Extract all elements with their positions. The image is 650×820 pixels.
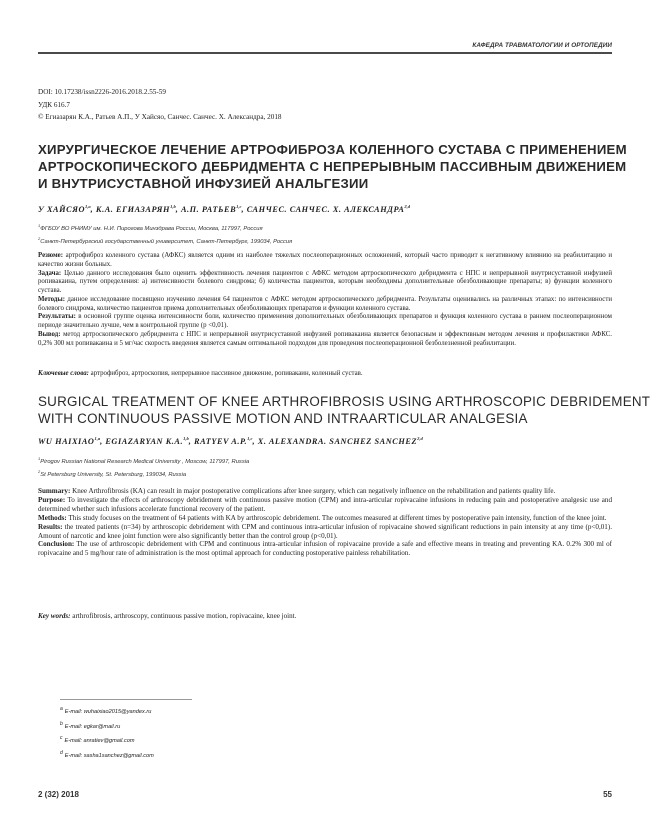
en-title (38, 393, 650, 427)
ru-title-line: АРТРОСКОПИЧЕСКОГО ДЕБРИДМЕНТА С НЕПРЕРЫВНЫМ ПАССИВНЫМ ДВИЖЕНИЕМ (38, 159, 627, 174)
ru-title-line: ХИРУРГИЧЕСКОЕ ЛЕЧЕНИЕ АРТРОФИБРОЗА КОЛЕННОГО СУСТАВА С ПРИМЕНЕНИЕМ (38, 142, 627, 157)
email-link[interactable]: E-mail: sasha1sanchez@gmail.com (64, 752, 154, 759)
email-link[interactable]: E-mail: wuhaixiao2015@yandex.ru (64, 708, 152, 715)
udk: УДК 616.7 (38, 100, 71, 109)
ru-title (38, 141, 627, 192)
abstract-paragraph: Purpose: To investigate the effects of arthroscopy debridement with continuous passive motion (CPM) and intra-articular ropivacaine infusions in reducing pain and postoperative analgesic use and determined whether such infusions accelerate functional recovery of the patient. (38, 495, 612, 513)
author-name: EGIAZARYAN K.A. (105, 436, 184, 446)
en-title-line: WITH CONTINUOUS PASSIVE MOTION AND INTRAARTICULAR ANALGESIA (38, 411, 528, 426)
abstract-paragraph: Вывод: метод артроскопического дебридмента с НПС и непрерывной внутрисуставной инфузией ропивакаина является безопасным и эффективным методом лечения и профилактики АФКС. 0,2% 300 мл ропивакаина и 5 мг/час скорость введения является самым оптимальной подходом для проведения послеоперационной безболезненной реабилитации. (38, 330, 613, 347)
ru-affiliations (38, 221, 292, 248)
abstract-paragraph: Summary: Knee Arthrofibrosis (KA) can result in major postoperative complications after knee surgery, which can negatively influence on the rehabilitation and patients quality life. (38, 487, 556, 495)
header-rule (38, 52, 612, 54)
email-link[interactable]: E-mail: egkar@mail.ru (64, 723, 121, 730)
doi: DOI: 10.17238/issn2226-2016.2018.2.55-59 (38, 88, 166, 96)
article-meta (38, 86, 282, 124)
footnote: $^a$ E-mail: wuhaixiao2015@yandex.ru (60, 706, 152, 715)
author-sup: 1,a (85, 204, 91, 209)
affiliation: $^1$ФГБОУ ВО РНИМУ им. Н.И. Пирогова Минздрава России, Москва, 117997, Россия (38, 223, 263, 232)
en-abstract (38, 487, 612, 558)
author-name: WU HAIXIAO (38, 436, 95, 446)
author-sup: 1,b (170, 204, 176, 209)
author-name: X. ALEXANDRA. SANCHEZ SANCHEZ (257, 436, 418, 446)
author-name: К.А. ЕГИАЗАРЯН (95, 204, 171, 214)
ru-title-line: И ВНУТРИСУСТАВНОЙ ИНФУЗИЕЙ АНАЛЬГЕЗИИ (38, 176, 369, 191)
en-affiliations (38, 454, 249, 481)
abstract-paragraph: Results: the treated patients (n=34) by arthroscopic debridement with CPM and continuous intra-articular infusion of ropivacaine showed significant reductions in pain intensity at any time (p<0,01). Amount of narcotic and knee joint function were also significantly better than the control group (p<0,01). (38, 522, 612, 540)
author-name: RATYEV A.P. (194, 436, 248, 446)
affiliation: $^1$Pirogov Russian National Research Medical University , Moscow, 117997, Russia (38, 456, 250, 465)
issue-number: 2 (32) 2018 (38, 790, 79, 799)
author-sup: 1,c (236, 204, 242, 209)
en-keywords: Key words: arthrofibrosis, arthroscopy, continuous passive motion, ropivacaine, knee joint. (38, 612, 297, 620)
abstract-paragraph: Задача: Целью данного исследования было оценить эффективность лечения пациентов с АФКС методом артроскопического дебридмента с НПС и непрерывной внутрисуставной инфузией ропивакаина, путем определения: а) интенсивности болевого синдрома; б) количества пациентов, которым необходимы дополнительные обезболивающие препараты; в) функции коленного сустава. (38, 269, 612, 294)
author-sup: 2,d (404, 204, 411, 209)
abstract-paragraph: Conclusion: The use of arthroscopic debridement with CPM and continuous intra-articular infusion of ropivacaine provide a safe and effective means in treating and preventing KA. 0.2% 300 ml of ropivacaine and 5 mg/hour rate of administration is the most optimal approach for conducting postoperative painless rehabilitation. (38, 540, 612, 558)
journal-section-header: КАФЕДРА ТРАВМАТОЛОГИИ И ОРТОПЕДИИ (472, 42, 612, 49)
author-sup: 1,c (247, 436, 253, 441)
affiliation: $^2$Санкт-Петербургский государственный университет, Санкт-Петербург, 199034, Россия (38, 236, 293, 246)
abstract-paragraph: Methods: This study focuses on the treatment of 64 patients with KA by arthroscopic debridement. The outcomes measured at different times by postoperative pain intensity, function of the knee joint. (38, 513, 607, 522)
ru-abstract (38, 252, 612, 348)
abstract-paragraph: Результаты: в основной группе оценка интенсивности боли, количество применения дополнительных обезболивающих препаратов и функция коленного сустава в раннем послеоперационном периоде значительно лучше, чем в контрольной группе (p <0,01). (38, 313, 612, 329)
author-sup: 1,b (183, 436, 189, 441)
page-number: 55 (603, 790, 612, 799)
footnote: $^c$ E-mail: anratiev@gmail.com (60, 735, 135, 745)
author-sup: 2,d (417, 436, 423, 441)
ru-authors: У ХАЙСЯО$^{1,a}$, К.А. ЕГИАЗАРЯН$^{1,b}$, А.П. РАТЬЕВ$^{1,c}$, САНЧЕС. САНЧЕС. Х. АЛЕКСАНДРА$^{2,d}$ (38, 204, 411, 214)
en-authors: WU HAIXIAO$^{1,a}$, EGIAZARYAN K.A.$^{1,b}$, RATYEV A.P.$^{1,c}$, X. ALEXANDRA. SANCHEZ SANCHEZ$^{2,d}$ (38, 436, 423, 446)
abstract-paragraph: Методы: данное исследование посвящено изучению лечения 64 пациентов с АФКС методом артроскопического дебридмента. Результаты оценивались на различных этапах: по интенсивности болевого синдрома, количество пациентов приема дополнительных обезболивающих препаратов и функции коленного сустава. (38, 295, 612, 312)
affiliation: $^2$St Petersburg University, St. Petersburg, 199034, Russia (38, 469, 187, 479)
ru-keywords: Ключевые слова: артрофиброз, артроскопия, непрерывное пассивное движение, ропивакаин, коленный сустав. (38, 370, 363, 377)
email-link[interactable]: E-mail: anratiev@gmail.com (64, 738, 135, 745)
author-sup: 1,a (94, 436, 101, 441)
footnote: $^d$ E-mail: sasha1sanchez@gmail.com (60, 749, 154, 759)
en-title-line: SURGICAL TREATMENT OF KNEE ARTHROFIBROSIS USING ARTHROSCOPIC DEBRIDEMENT (38, 394, 650, 409)
author-name: А.П. РАТЬЕВ (180, 204, 237, 214)
abstract-paragraph: Резюме: артрофиброз коленного сустава (АФКС) является одним из наиболее тяжелых послеоперационных осложнений, который часто приводит к негативному влиянию на реабилитацию и качество жизни больных. (38, 252, 612, 268)
footnotes (60, 704, 154, 763)
author-name: САНЧЕС. САНЧЕС. Х. АЛЕКСАНДРА (246, 204, 405, 214)
copyright: © Егиазарян К.А., Ратьев А.П., У Хайсяо, Санчес. Санчес. Х. Александра, 2018 (38, 113, 282, 122)
footnote: $^b$ E-mail: egkar@mail.ru (60, 720, 121, 730)
footnote-rule (60, 699, 192, 700)
author-name: У ХАЙСЯО (38, 204, 86, 214)
